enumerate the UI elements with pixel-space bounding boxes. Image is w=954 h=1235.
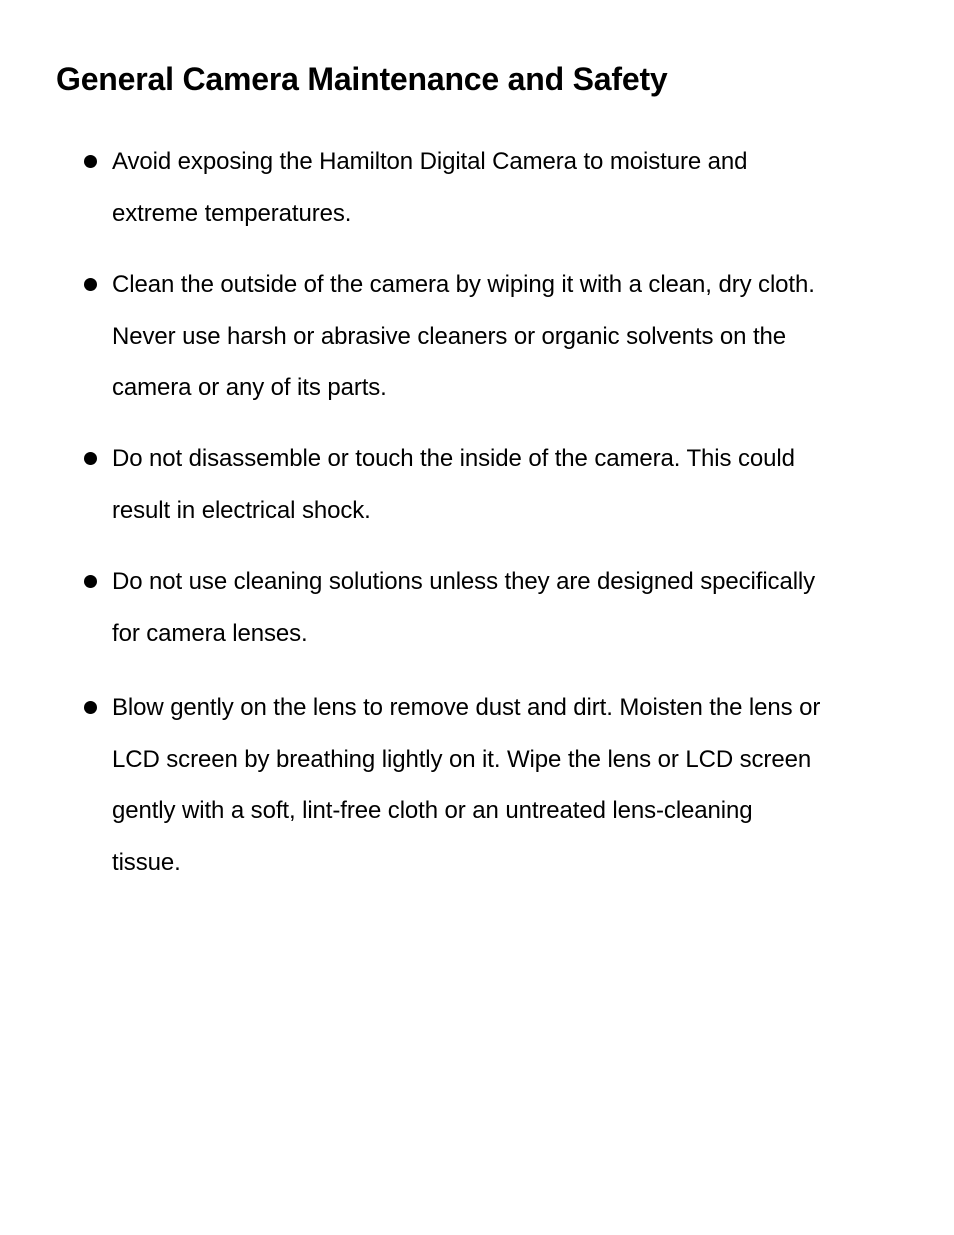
bullet-text-line: Never use harsh or abrasive cleaners or organic solvents on the <box>112 322 787 350</box>
bullet-dot-icon <box>84 155 97 168</box>
bullet-item <box>112 682 902 888</box>
bullet-text-line: tissue. <box>112 848 181 876</box>
bullet-item <box>112 556 902 659</box>
bullet-text-line: gently with a soft, lint-free cloth or an untreated lens-cleaning <box>112 797 753 824</box>
bullet-text-line: extreme temperatures. <box>112 199 352 227</box>
bullet-text-line: Clean the outside of the camera by wiping it with a clean, dry cloth. <box>112 271 815 298</box>
bullet-text-line: Do not use cleaning solutions unless they are designed specifically <box>112 568 816 595</box>
bullet-item <box>112 433 902 536</box>
bullet-text-line: result in electrical shock. <box>112 496 371 524</box>
bullet-item <box>112 259 902 414</box>
bullet-text-line: for camera lenses. <box>112 619 308 647</box>
bullet-text-line: Do not disassemble or touch the inside of the camera. This could <box>112 445 795 472</box>
bullet-text-line: Avoid exposing the Hamilton Digital Camera to moisture and <box>112 148 748 175</box>
bullet-dot-icon <box>84 452 97 465</box>
page-title: General Camera Maintenance and Safety <box>56 61 668 97</box>
bullet-text-line: camera or any of its parts. <box>112 374 387 401</box>
bullet-text-line: LCD screen by breathing lightly on it. Wipe the lens or LCD screen <box>112 745 812 773</box>
bullet-text-line: Blow gently on the lens to remove dust and dirt. Moisten the lens or <box>112 694 821 721</box>
bullet-dot-icon <box>84 701 97 714</box>
bullet-dot-icon <box>84 575 97 588</box>
bullet-dot-icon <box>84 278 97 291</box>
bullet-item <box>112 136 902 239</box>
